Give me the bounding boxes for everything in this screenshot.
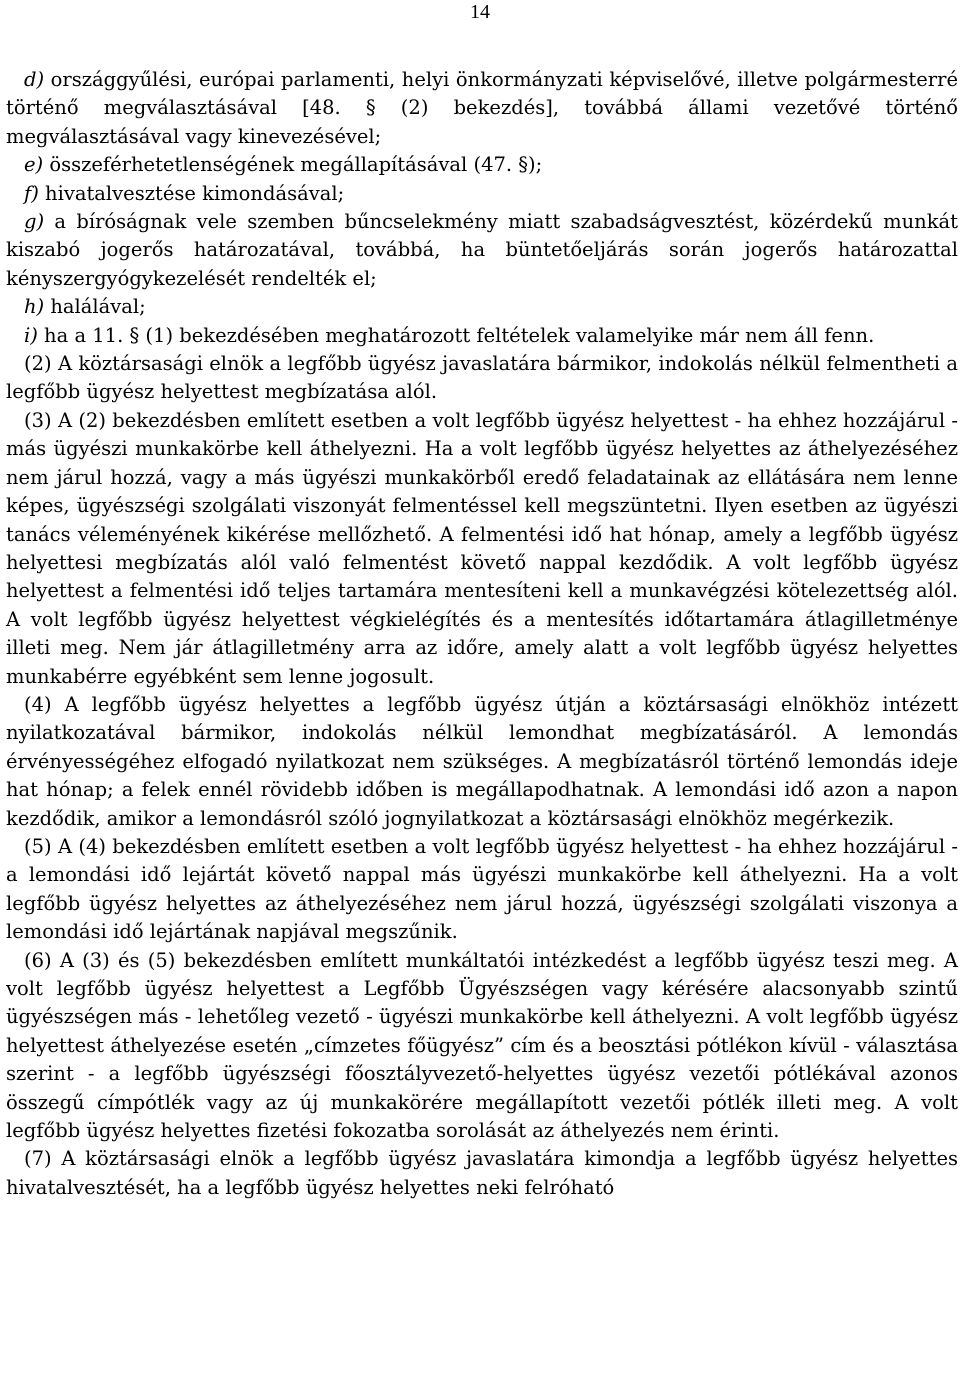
paragraph-2: (2) A köztársasági elnök a legfőbb ügyész javaslatára bármikor, indokolás nélkül felmentheti a legfőbb ügyész helyettest megbízatása alól. xyxy=(6,352,958,404)
item-label: i) xyxy=(24,323,38,347)
item-text: országgyűlési, európai parlamenti, helyi önkormányzati képviselővé, illetve polgármesterré történő megválasztásával [48. § (2) bekezdés], továbbá állami vezetővé történő megválasztásával vagy kinevezésével; xyxy=(6,68,958,148)
paragraph-6: (6) A (3) és (5) bekezdésben említett munkáltatói intézkedést a legfőbb ügyész teszi meg. A volt legfőbb ügyész helyettest a Legfőbb Ügyészségen vagy kérésére alacsonyabb szintű ügyészségen más - lehetőleg vezető - ügyészi munkakörbe kell áthelyezni. A volt legfőbb ügyész helyettest áthelyezése esetén „címzetes főügyész” cím és a beosztási pótlékon kívül - választása szerint - a legfőbb ügyészségi főosztályvezető-helyettes ügyész vezetői pótlékával azonos összegű címpótlék vagy az új munkakörére megállapított vezetői pótlék illeti meg. A volt legfőbb ügyész helyettes fizetési fokozatba sorolását az áthelyezés nem érinti. xyxy=(6,948,958,1143)
item-label: g) xyxy=(24,210,45,234)
item-label: f) xyxy=(24,181,39,205)
list-item-f xyxy=(6,180,958,208)
item-label: d) xyxy=(24,68,45,91)
item-text: ha a 11. § (1) bekezdésében meghatározott feltételek valamelyike már nem áll fenn. xyxy=(37,323,875,347)
item-text: a bíróságnak vele szemben bűncselekmény miatt szabadságvesztést, közérdekű munkát kiszabó jogerős határozatával, továbbá, ha büntetőeljárás során jogerős határozattal kényszergyógykezelését rendelték el; xyxy=(6,210,958,290)
paragraph-4: (4) A legfőbb ügyész helyettes a legfőbb ügyész útján a köztársasági elnökhöz intézett nyilatkozatával bármikor, indokolás nélkül lemondhat megbízatásáról. A lemondás érvényességéhez elfogadó nyilatkozat nem szükséges. A megbízatásról történő lemondás ideje hat hónap; a felek ennél rövidebb időben is megállapodhatnak. A lemondási idő azon a napon kezdődik, amikor a lemondásról szóló jognyilatkozat a köztársasági elnökhöz megérkezik. xyxy=(6,692,958,830)
list-item-i xyxy=(6,322,958,350)
item-text: hivatalvesztése kimondásával; xyxy=(38,181,345,205)
item-text: összeférhetetlenségének megállapításával (47. §); xyxy=(43,153,543,177)
list-item-d xyxy=(6,66,958,151)
item-label: e) xyxy=(24,153,44,177)
paragraph-3: (3) A (2) bekezdésben említett esetben a volt legfőbb ügyész helyettest - ha ehhez hozzájárul - más ügyészi munkakörbe kell áthelyezni. Ha a volt legfőbb ügyész helyettes az áthelyezéséhez nem járul hozzá, vagy a más ügyészi munkakörből eredő feladatainak az ellátására nem lenne képes, ügyészségi szolgálati viszonyát felmentéssel kell megszüntetni. Ilyen esetben az ügyészi tanács véleményének kikérése mellőzhető. A felmentési idő hat hónap, amely a legfőbb ügyész helyettesi megbízatás alól való felmentést követő nappal kezdődik. A volt legfőbb ügyész helyettest a felmentési idő teljes tartamára mentesíteni kell a munkavégzési kötelezettség alól. A volt legfőbb ügyész helyettest végkielégítés és a mentesítés időtartamára átlagilletménye illeti meg. Nem jár átlagilletmény arra az időre, amely alatt a volt legfőbb ügyész helyettes munkabérre egyébként sem lenne jogosult. xyxy=(6,408,958,688)
list-item-g xyxy=(6,208,958,293)
paragraph-5: (5) A (4) bekezdésben említett esetben a volt legfőbb ügyész helyettest - ha ehhez hozzájárul - a lemondási idő lejártát követő nappal más ügyészi munkakörbe kell áthelyezni. Ha a volt legfőbb ügyész helyettes az áthelyezéséhez nem járul hozzá, ügyészségi szolgálati viszonya a lemondási idő lejártának napjával megszűnik. xyxy=(6,834,958,944)
document-body xyxy=(6,66,958,1202)
item-label: h) xyxy=(24,295,45,319)
page-number: 14 xyxy=(470,1,490,23)
paragraph-7: (7) A köztársasági elnök a legfőbb ügyész javaslatára kimondja a legfőbb ügyész helyettes hivatalvesztését, ha a legfőbb ügyész helyettes neki felróható xyxy=(6,1147,958,1199)
list-item-h xyxy=(6,293,958,321)
item-text: halálával; xyxy=(44,295,146,319)
list-item-e xyxy=(6,151,958,179)
